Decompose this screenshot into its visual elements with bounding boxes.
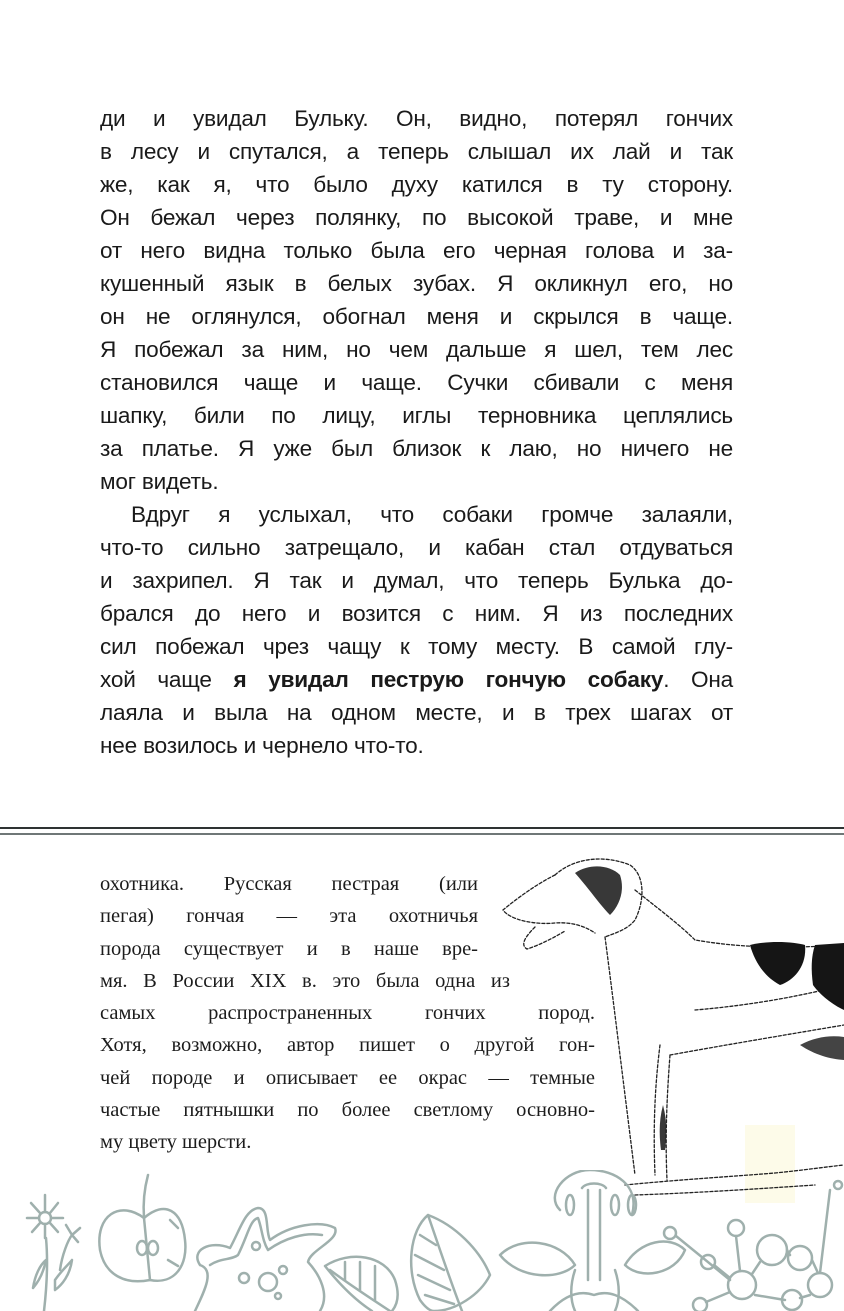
story-text [100, 102, 733, 762]
emphasized-text: я увидал пеструю гончую собаку [233, 667, 664, 692]
note-line: мя. В России XIX в. это была одна из [100, 969, 510, 992]
text-line: шапку, били по лицу, иглы терновника цеплялись [100, 403, 733, 428]
decorative-border [0, 1170, 844, 1311]
text-fragment: . Она [663, 667, 733, 692]
separator-line-gray [0, 833, 844, 835]
note-line: частые пятнышки по более светлому основно- [100, 1099, 595, 1122]
text-line: нее возилось и чернело что-то. [100, 733, 424, 758]
text-line: кушенный язык в белых зубах. Я окликнул его, но [100, 271, 733, 296]
text-line: Он бежал через полянку, по высокой траве, и мне [100, 205, 733, 230]
text-line: брался до него и возится с ним. Я из последних [100, 601, 733, 626]
text-line: Я побежал за ним, но чем дальше я шел, тем лес [100, 337, 733, 362]
text-line: что-то сильно затрещало, и кабан стал отдуваться [100, 535, 733, 560]
text-line: сил побежал чрез чащу к тому месту. В самой глу- [100, 634, 733, 659]
footnote-text [100, 868, 595, 1159]
note-line: самых распространенных гончих пород. [100, 1002, 595, 1025]
text-line: лаяла и выла на одном месте, и в трех шагах от [100, 700, 733, 725]
text-line-with-emphasis [100, 663, 733, 696]
text-line: от него видна только была его черная голова и за- [100, 238, 733, 263]
flower-icon [27, 1195, 80, 1311]
text-line: становился чаще и чаще. Сучки сбивали с меня [100, 370, 733, 395]
text-line: в лесу и спутался, а теперь слышал их лай и так [100, 139, 733, 164]
text-line: мог видеть. [100, 469, 219, 494]
text-fragment: хой чаще [100, 667, 234, 692]
molecule-icon [664, 1181, 842, 1311]
note-line: му цвету шерсти. [100, 1131, 252, 1154]
leaf-icon [411, 1215, 490, 1311]
orchid-icon [500, 1170, 685, 1311]
text-line: за платье. Я уже был близок к лаю, но ничего не [100, 436, 733, 461]
note-line: охотника. Русская пестрая (или [100, 873, 478, 895]
text-line: Вдруг я услыхал, что собаки громче залаяли, [131, 502, 733, 527]
separator-line-dark [0, 827, 844, 829]
note-line: Хотя, возможно, автор пишет о другой гон- [100, 1034, 595, 1057]
apple-icon [99, 1175, 185, 1281]
note-line: чей породе и описывает ее окрас — темные [100, 1066, 595, 1089]
amoeba-icon [195, 1208, 336, 1311]
text-line: ди и увидал Бульку. Он, видно, потерял гончих [100, 106, 733, 131]
text-line: же, как я, что было духу катился в ту сторону. [100, 172, 733, 197]
note-line: порода существует и в наше вре- [100, 937, 478, 960]
text-line: и захрипел. Я так и думал, что теперь Булька до- [100, 568, 733, 593]
text-line: он не оглянулся, обогнал меня и скрылся в чаще. [100, 304, 733, 329]
leaf-icon [325, 1257, 398, 1311]
note-line: пегая) гончая — эта охотничья [100, 905, 478, 928]
